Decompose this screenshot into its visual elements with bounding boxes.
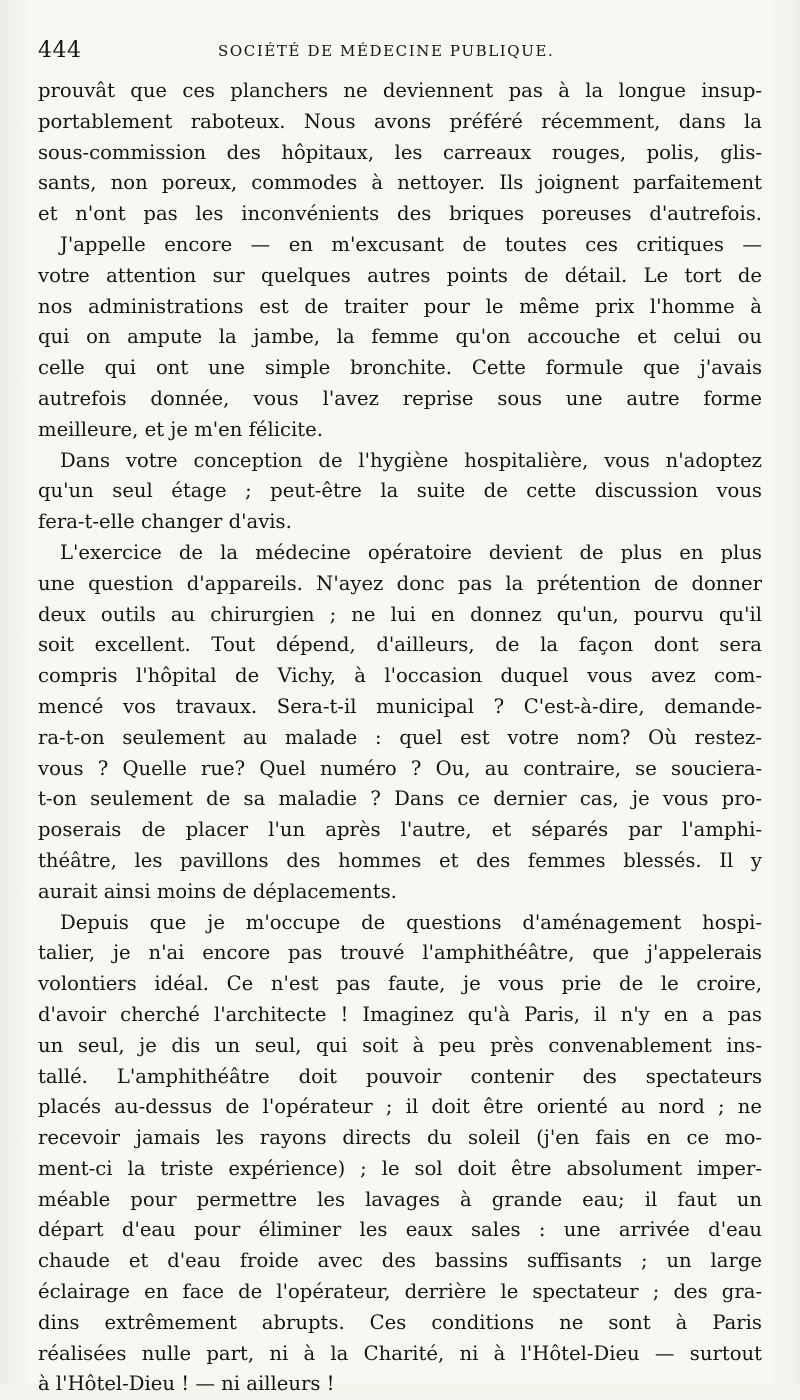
paragraph-end-line: meilleure, et je m'en félicite. bbox=[38, 417, 323, 441]
paragraph-end-line: à l'Hôtel-Dieu ! — ni ailleurs ! bbox=[38, 1372, 335, 1396]
text-line: sous-commission des hôpitaux, les carreaux rouges, polis, glis- bbox=[38, 140, 762, 164]
page-number: 444 bbox=[38, 38, 82, 63]
text-line: sants, non poreux, commodes à nettoyer. Ils joignent parfaitement bbox=[38, 171, 762, 195]
paragraph-start-line: Dans votre conception de l'hygiène hospitalière, vous n'adoptez bbox=[60, 448, 762, 472]
text-line: éclairage en face de l'opérateur, derrière le spectateur ; des gra- bbox=[38, 1280, 762, 1304]
paragraph-start-line: Depuis que je m'occupe de questions d'aménagement hospi- bbox=[60, 910, 762, 934]
text-line: méable pour permettre les lavages à grande eau; il faut un bbox=[38, 1187, 762, 1211]
text-line: d'avoir cherché l'architecte ! Imaginez qu'à Paris, il n'y en a pas bbox=[38, 1002, 762, 1026]
text-line: qu'un seul étage ; peut-être la suite de cette discussion vous bbox=[38, 479, 762, 503]
text-line: prouvât que ces planchers ne deviennent pas à la longue insup- bbox=[38, 79, 762, 102]
text-line: dins extrêmement abrupts. Ces conditions ne sont à Paris bbox=[38, 1310, 762, 1334]
text-line: vous ? Quelle rue? Quel numéro ? Ou, au contraire, se souciera- bbox=[38, 756, 762, 780]
text-line: ra-t-on seulement au malade : quel est votre nom? Où restez- bbox=[38, 725, 762, 749]
running-head: SOCIÉTÉ DE MÉDECINE PUBLIQUE. bbox=[218, 42, 555, 60]
text-line: volontiers idéal. Ce n'est pas faute, je vous prie de le croire, bbox=[38, 972, 762, 996]
text-line: nos administrations est de traiter pour le même prix l'homme à bbox=[38, 294, 762, 318]
text-line: qui on ampute la jambe, la femme qu'on accouche et celui ou bbox=[38, 325, 762, 349]
paragraph-start-line: J'appelle encore — en m'excusant de toutes ces critiques — bbox=[60, 232, 762, 256]
text-line: chaude et d'eau froide avec des bassins suffisants ; un large bbox=[38, 1249, 762, 1273]
text-line: tallé. L'amphithéâtre doit pouvoir contenir des spectateurs bbox=[38, 1064, 762, 1088]
text-line: réalisées nulle part, ni à la Charité, ni à l'Hôtel-Dieu — surtout bbox=[38, 1341, 762, 1365]
text-line: compris l'hôpital de Vichy, à l'occasion duquel vous avez com- bbox=[38, 664, 762, 688]
paragraph-end-line: aurait ainsi moins de déplacements. bbox=[38, 879, 397, 903]
page-header bbox=[38, 38, 760, 68]
text-line: théâtre, les pavillons des hommes et des femmes blessés. Il y bbox=[38, 848, 762, 872]
text-line: mencé vos travaux. Sera-t-il municipal ? C'est-à-dire, demande- bbox=[38, 694, 762, 718]
text-line: portablement raboteux. Nous avons préféré récemment, dans la bbox=[38, 109, 762, 133]
text-line: ment-ci la triste expérience) ; le sol doit être absolument imper- bbox=[38, 1156, 762, 1180]
text-line: et n'ont pas les inconvénients des briques poreuses d'autrefois. bbox=[38, 202, 762, 226]
text-line: deux outils au chirurgien ; ne lui en donnez qu'un, pourvu qu'il bbox=[38, 602, 762, 626]
paragraph-start-line: L'exercice de la médecine opératoire devient de plus en plus bbox=[60, 540, 762, 564]
text-line: départ d'eau pour éliminer les eaux sales : une arrivée d'eau bbox=[38, 1218, 762, 1242]
text-line: soit excellent. Tout dépend, d'ailleurs, de la façon dont sera bbox=[38, 633, 762, 657]
text-line: autrefois donnée, vous l'avez reprise sous une autre forme bbox=[38, 386, 762, 410]
body-text bbox=[38, 76, 762, 1400]
text-line: celle qui ont une simple bronchite. Cette formule que j'avais bbox=[38, 356, 762, 380]
text-line: un seul, je dis un seul, qui soit à peu près convenablement ins- bbox=[38, 1033, 762, 1057]
text-line: votre attention sur quelques autres points de détail. Le tort de bbox=[38, 263, 762, 287]
text-line: t-on seulement de sa maladie ? Dans ce dernier cas, je vous pro- bbox=[38, 787, 762, 811]
text-line: poserais de placer l'un après l'autre, et séparés par l'amphi- bbox=[38, 818, 762, 842]
text-line: placés au-dessus de l'opérateur ; il doit être orienté au nord ; ne bbox=[38, 1095, 762, 1119]
text-line: une question d'appareils. N'ayez donc pas la prétention de donner bbox=[38, 571, 762, 595]
paragraph-end-line: fera-t-elle changer d'avis. bbox=[38, 510, 292, 534]
text-line: recevoir jamais les rayons directs du soleil (j'en fais en ce mo- bbox=[38, 1126, 762, 1150]
text-line: talier, je n'ai encore pas trouvé l'amphithéâtre, que j'appelerais bbox=[38, 941, 762, 965]
